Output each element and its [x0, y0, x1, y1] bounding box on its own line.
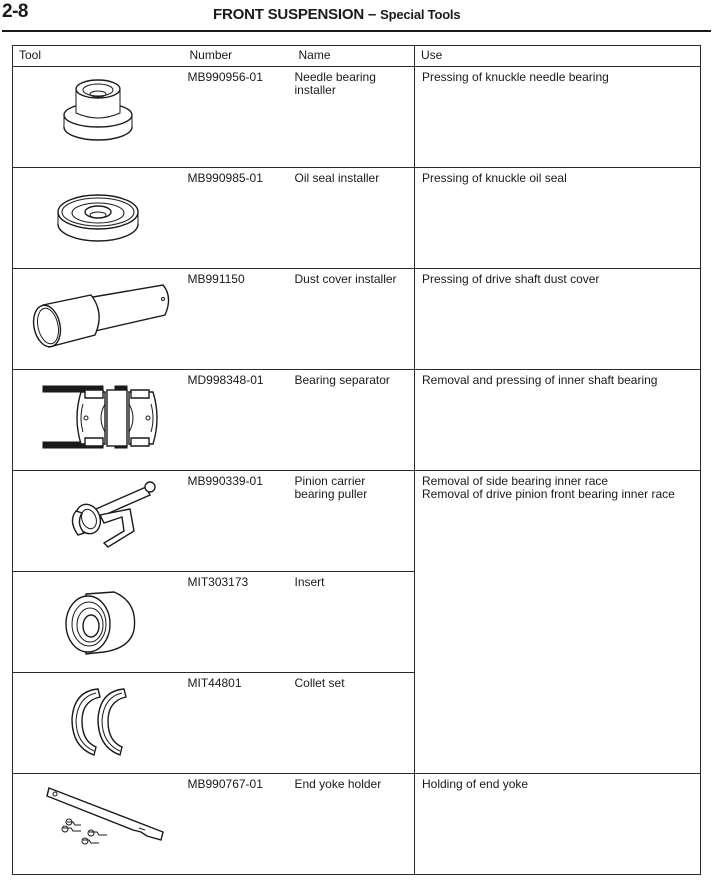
tool-name-cell	[293, 774, 415, 875]
tool-number: MB990985-01	[187, 171, 263, 185]
tool-use: Pressing of knuckle oil seal	[422, 171, 567, 185]
needle-bearing-installer-icon	[38, 67, 158, 162]
tool-number: MB991150	[187, 272, 245, 286]
tool-name-cell	[293, 572, 415, 673]
column-header-tool: Tool	[13, 46, 184, 67]
table-row	[13, 471, 701, 572]
table-row	[13, 370, 701, 471]
table-header-row	[13, 46, 701, 67]
tool-number-cell	[184, 370, 293, 471]
tool-number-cell	[184, 774, 293, 875]
table-row	[13, 67, 701, 168]
pinion-carrier-bearing-puller-icon	[38, 471, 158, 566]
tool-use-list	[415, 471, 700, 501]
bearing-separator-icon	[23, 370, 173, 465]
tool-use-cell	[415, 67, 701, 168]
tool-use-cell	[415, 168, 701, 269]
tool-number-cell	[184, 572, 293, 673]
tool-illustration-cell	[13, 774, 184, 875]
tool-number: MIT303173	[187, 575, 249, 589]
tool-number-cell	[184, 673, 293, 774]
tool-number: MB990339-01	[187, 474, 263, 488]
tool-number-cell	[184, 269, 293, 370]
tool-number-cell	[184, 67, 293, 168]
tool-use-cell	[415, 774, 701, 875]
column-header-number: Number	[184, 46, 293, 67]
tool-number: MD998348-01	[187, 373, 264, 387]
tool-number: MIT44801	[187, 676, 242, 690]
table-row	[13, 774, 701, 875]
tool-use: Pressing of knuckle needle bearing	[422, 70, 609, 84]
column-header-name: Name	[293, 46, 415, 67]
tool-name-cell	[293, 67, 415, 168]
tool-use: Removal of drive pinion front bearing inner race	[422, 487, 675, 501]
column-header-use: Use	[415, 46, 701, 67]
tool-number: MB990767-01	[187, 777, 263, 791]
table-row	[13, 269, 701, 370]
tool-use: Pressing of drive shaft dust cover	[422, 272, 600, 286]
tool-name: Needle bearing installer	[294, 70, 376, 97]
tool-name-cell	[293, 269, 415, 370]
tool-number-cell	[184, 471, 293, 572]
tool-illustration-cell	[13, 67, 184, 168]
tool-number-cell	[184, 168, 293, 269]
header-rule	[2, 30, 711, 32]
tool-name: End yoke holder	[294, 777, 382, 791]
tool-name-cell	[293, 673, 415, 774]
tool-use-cell	[415, 269, 701, 370]
title-separator: –	[367, 6, 377, 23]
tool-use: Removal and pressing of inner shaft bearing	[422, 373, 658, 387]
tool-illustration-cell	[13, 168, 184, 269]
tool-name-cell	[293, 168, 415, 269]
table-row	[13, 168, 701, 269]
tool-name: Dust cover installer	[294, 272, 397, 286]
tool-illustration-cell	[13, 572, 184, 673]
tool-illustration-cell	[13, 471, 184, 572]
tool-name-cell	[293, 471, 415, 572]
tool-use: Removal of side bearing inner race	[422, 474, 609, 488]
tool-name: Collet set	[294, 676, 345, 690]
page-title	[213, 6, 460, 23]
collet-set-icon	[38, 673, 158, 768]
tool-illustration-cell	[13, 370, 184, 471]
page-number: 2-8	[2, 1, 28, 22]
subsection-title: Special Tools	[380, 7, 461, 22]
oil-seal-installer-icon	[38, 168, 158, 263]
end-yoke-holder-icon	[23, 774, 173, 869]
tool-use: Holding of end yoke	[422, 777, 529, 791]
tool-illustration-cell	[13, 269, 184, 370]
insert-icon	[38, 572, 158, 667]
tool-number: MB990956-01	[187, 70, 263, 84]
section-title: FRONT SUSPENSION	[213, 6, 364, 23]
tool-name: Pinion carrier bearing puller	[294, 474, 368, 501]
tool-name: Oil seal installer	[294, 171, 380, 185]
tool-name: Bearing separator	[294, 373, 390, 387]
tool-use-cell	[415, 370, 701, 471]
dust-cover-installer-icon	[23, 269, 173, 364]
tool-name: Insert	[294, 575, 325, 589]
tool-name-cell	[293, 370, 415, 471]
special-tools-table	[12, 45, 701, 875]
tool-use-cell	[415, 471, 701, 774]
tool-illustration-cell	[13, 673, 184, 774]
